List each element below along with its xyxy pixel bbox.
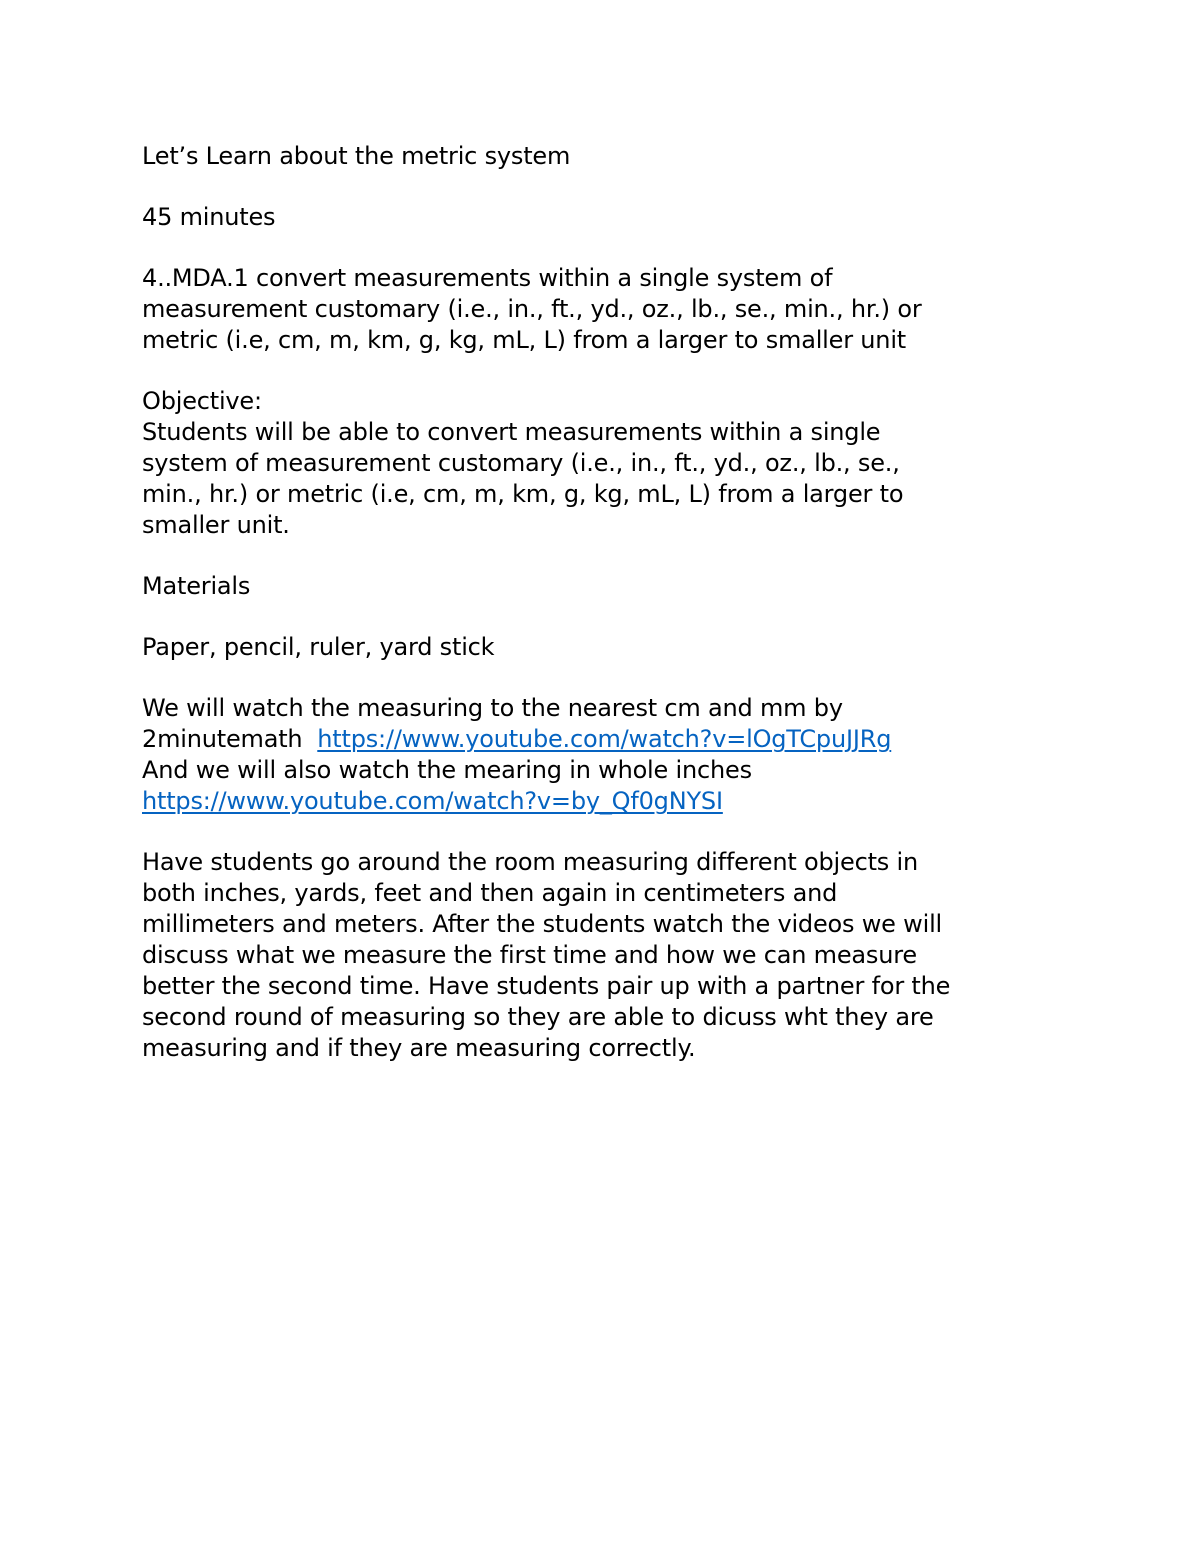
standard-line: metric (i.e, cm, m, km, g, kg, mL, L) from a larger to smaller unit [142, 326, 906, 354]
channel-name: 2minutemath [142, 725, 318, 753]
materials-heading-paragraph [142, 571, 1062, 602]
duration-text: 45 minutes [142, 203, 276, 231]
videos-line: And we will also watch the mearing in whole inches [142, 756, 752, 784]
activity-paragraph [142, 847, 1062, 1064]
materials-heading: Materials [142, 572, 251, 600]
video-link-inches[interactable]: https://www.youtube.com/watch?v=by_Qf0gNYSI [142, 787, 723, 815]
videos-paragraph [142, 693, 1062, 817]
objective-heading: Objective: [142, 387, 262, 415]
activity-line: millimeters and meters. After the students watch the videos we will [142, 910, 942, 938]
objective-section [142, 386, 1062, 541]
activity-line: measuring and if they are measuring correctly. [142, 1034, 696, 1062]
lesson-duration [142, 202, 1062, 233]
standard-line: 4..MDA.1 convert measurements within a single system of [142, 264, 833, 292]
objective-line: smaller unit. [142, 511, 290, 539]
document-page [142, 141, 1062, 1094]
objective-line: min., hr.) or metric (i.e, cm, m, km, g, kg, mL, L) from a larger to [142, 480, 904, 508]
standard-paragraph [142, 263, 1062, 356]
videos-line [142, 786, 1062, 817]
video-link-cm-mm[interactable]: https://www.youtube.com/watch?v=lOgTCpuJJRg [317, 725, 892, 753]
title-text: Let’s Learn about the metric system [142, 142, 571, 170]
activity-line: discuss what we measure the first time and how we can measure [142, 941, 917, 969]
videos-line [142, 724, 1062, 755]
standard-line: measurement customary (i.e., in., ft., yd., oz., lb., se., min., hr.) or [142, 295, 922, 323]
objective-line: system of measurement customary (i.e., in., ft., yd., oz., lb., se., [142, 449, 900, 477]
videos-line: We will watch the measuring to the nearest cm and mm by [142, 694, 843, 722]
activity-line: better the second time. Have students pair up with a partner for the [142, 972, 951, 1000]
materials-list: Paper, pencil, ruler, yard stick [142, 633, 495, 661]
activity-line: Have students go around the room measuring different objects in [142, 848, 918, 876]
activity-line: both inches, yards, feet and then again in centimeters and [142, 879, 838, 907]
activity-line: second round of measuring so they are able to dicuss wht they are [142, 1003, 934, 1031]
materials-list-paragraph [142, 632, 1062, 663]
document-title [142, 141, 1062, 172]
objective-line: Students will be able to convert measurements within a single [142, 418, 881, 446]
